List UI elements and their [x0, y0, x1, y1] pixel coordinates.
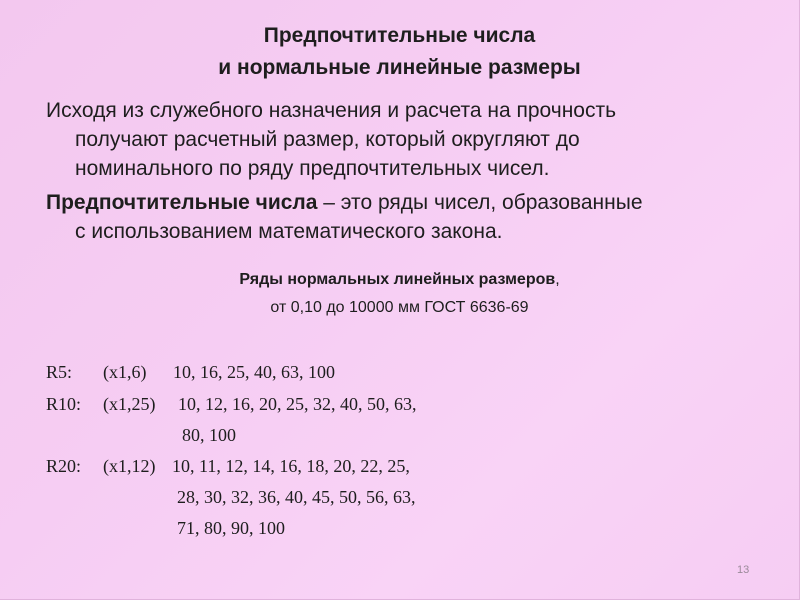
r10-values-line-2: 80, 100 [182, 425, 236, 445]
paragraph-2-line-2: с использованием математического закона. [75, 220, 503, 243]
r5-label: R5: [46, 362, 73, 382]
series-subheading-bold: Ряды нормальных линейных размеров [239, 271, 556, 288]
r5-values: 10, 16, 25, 40, 63, 100 [173, 362, 335, 382]
series-range-standard: от 0,10 до 10000 мм ГОСТ 6636-69 [270, 299, 529, 316]
preferred-numbers-term: Предпочтительные числа [46, 191, 318, 214]
paragraph-1-line-2: получают расчетный размер, который округляют до [75, 128, 580, 151]
title-line-1: Предпочтительные числа [263, 24, 536, 47]
r20-label: R20: [46, 456, 82, 476]
r20-values-line-2: 28, 30, 32, 36, 40, 45, 50, 56, 63, [177, 487, 416, 507]
r10-label: R10: [46, 394, 82, 414]
paragraph-2-definition: – это ряды чисел, образованные [317, 191, 643, 214]
r10-factor: (х1,25) [103, 394, 156, 414]
paragraph-2 [46, 188, 746, 246]
series-subheading [0, 271, 799, 289]
r20-values-line-1: 10, 11, 12, 14, 16, 18, 20, 22, 25, [172, 456, 410, 476]
paragraph-1 [46, 96, 746, 183]
paragraph-1-line-1: Исходя из служебного назначения и расчета на прочность [46, 99, 617, 122]
page-number: 13 [737, 564, 750, 576]
series-subheading-comma: , [555, 271, 560, 288]
slide-title [0, 20, 799, 84]
r5-factor: (х1,6) [103, 362, 147, 382]
r20-values-line-3: 71, 80, 90, 100 [177, 518, 285, 538]
paragraph-1-line-3: номинального по ряду предпочтительных чисел. [75, 157, 550, 180]
title-line-2: и нормальные линейные размеры [218, 56, 581, 79]
paragraph-2-line-1 [46, 188, 746, 217]
r20-factor: (х1,12) [103, 456, 156, 476]
r10-values-line-1: 10, 12, 16, 20, 25, 32, 40, 50, 63, [178, 394, 417, 414]
